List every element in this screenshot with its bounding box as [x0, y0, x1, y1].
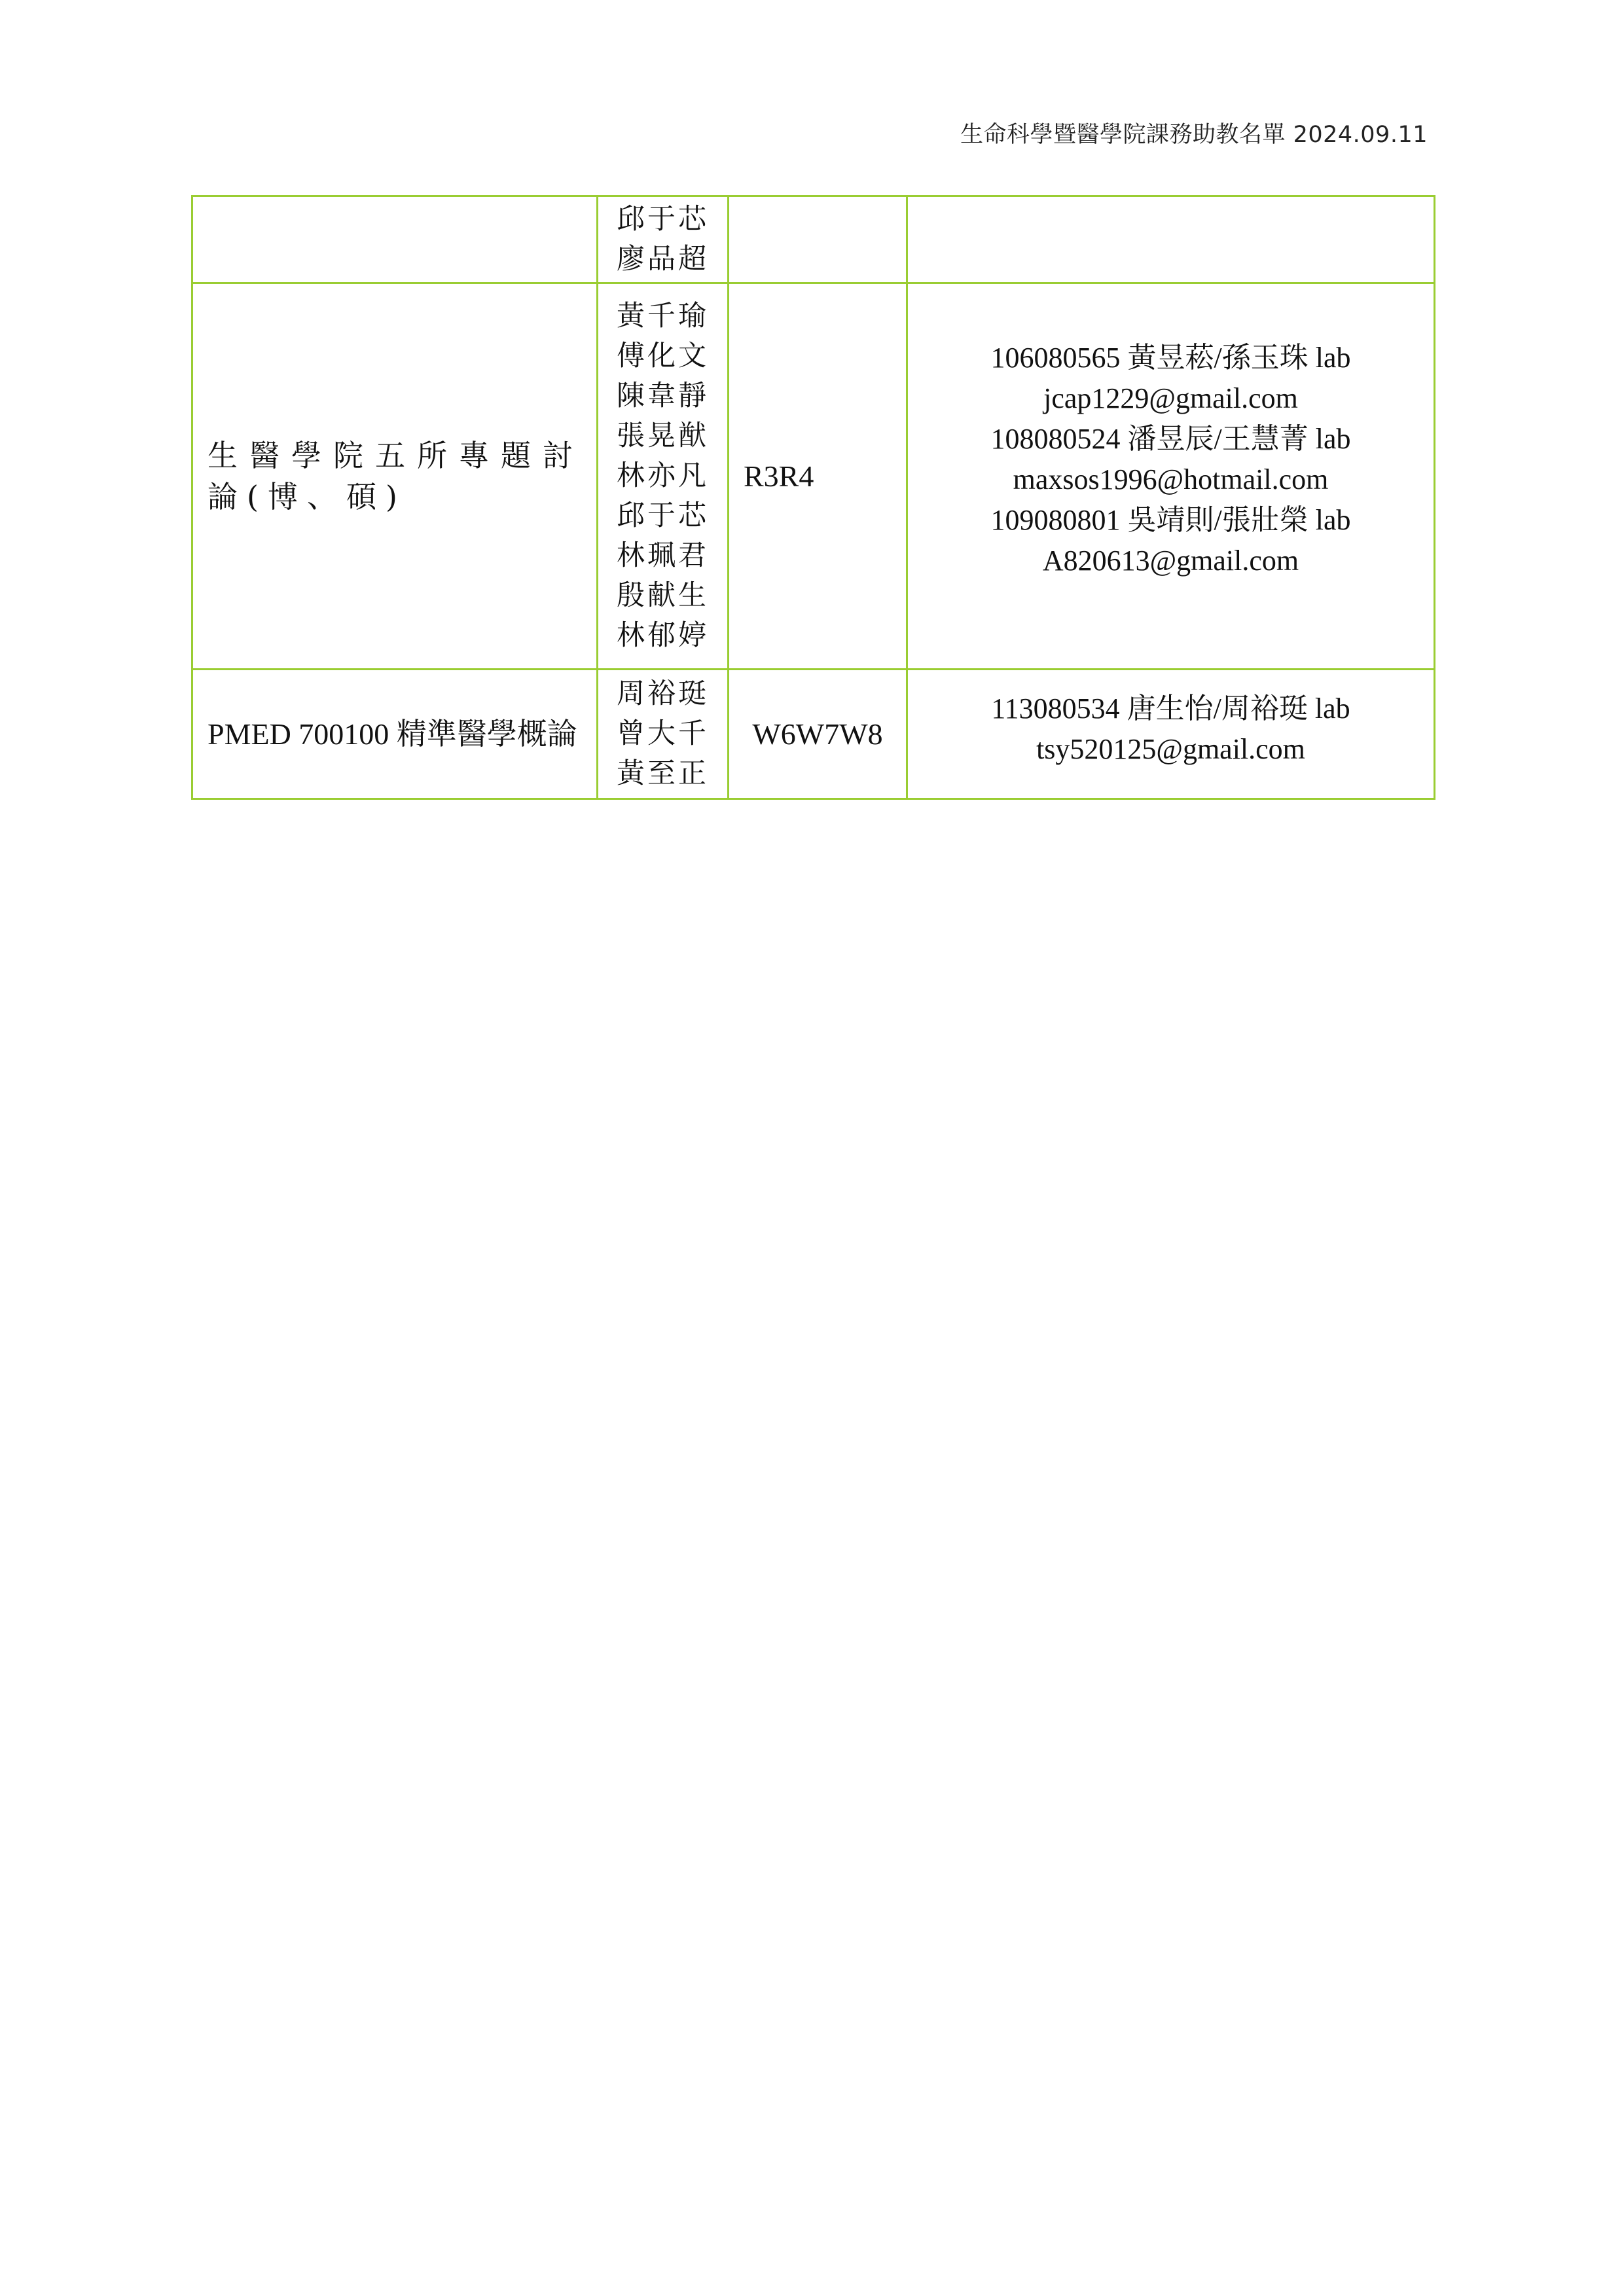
page-header: 生命科學暨醫學院課務助教名單 2024.09.11 [960, 122, 1428, 148]
teacher-name: 傅化文 [617, 340, 709, 372]
ta-email: A820613@gmail.com [1042, 545, 1299, 577]
teacher-name: 陳韋靜 [617, 380, 709, 412]
ta-info: 113080534 唐生怡/周裕珽 lab [991, 692, 1350, 725]
table-row [192, 283, 1435, 670]
ta-info: 108080524 潘昱辰/王慧菁 lab [990, 423, 1351, 455]
time-cell: R3R4 [729, 283, 907, 670]
teacher-name: 廖品超 [617, 243, 709, 276]
course-cell [192, 283, 598, 670]
teacher-name: 殷献生 [617, 579, 709, 612]
teacher-name: 邱于芯 [617, 499, 709, 532]
teachers-cell [598, 670, 729, 799]
teachers-cell [598, 283, 729, 670]
time-cell [729, 196, 907, 283]
teacher-name: 周裕珽 [617, 677, 709, 710]
ta-cell [907, 283, 1435, 670]
teacher-name: 林珮君 [617, 539, 709, 572]
teacher-name: 邱于芯 [617, 203, 709, 236]
time-cell: W6W7W8 [729, 670, 907, 799]
course-cell: PMED 700100 精準醫學概論 [192, 670, 598, 799]
teachers-cell [598, 196, 729, 283]
ta-email: maxsos1996@hotmail.com [1013, 463, 1329, 495]
ta-cell [907, 670, 1435, 799]
teacher-name: 林亦凡 [617, 459, 709, 492]
ta-info: 106080565 黃昱菘/孫玉珠 lab [990, 342, 1351, 374]
table-row [192, 196, 1435, 283]
teacher-name: 張晃猷 [617, 420, 709, 452]
ta-email: jcap1229@gmail.com [1043, 382, 1298, 414]
teacher-name: 林郁婷 [617, 619, 709, 652]
teacher-name: 黃千瑜 [617, 300, 709, 332]
ta-table [191, 195, 1435, 800]
ta-cell [907, 196, 1435, 283]
ta-info: 109080801 吳靖則/張壯榮 lab [990, 504, 1351, 536]
table-row [192, 670, 1435, 799]
course-name: 生醫學院五所專題討論(博、碩) [208, 437, 582, 514]
course-cell [192, 196, 598, 283]
ta-email: tsy520125@gmail.com [1036, 733, 1305, 765]
teacher-name: 曾大千 [617, 717, 709, 750]
teacher-name: 黃至正 [617, 757, 709, 790]
